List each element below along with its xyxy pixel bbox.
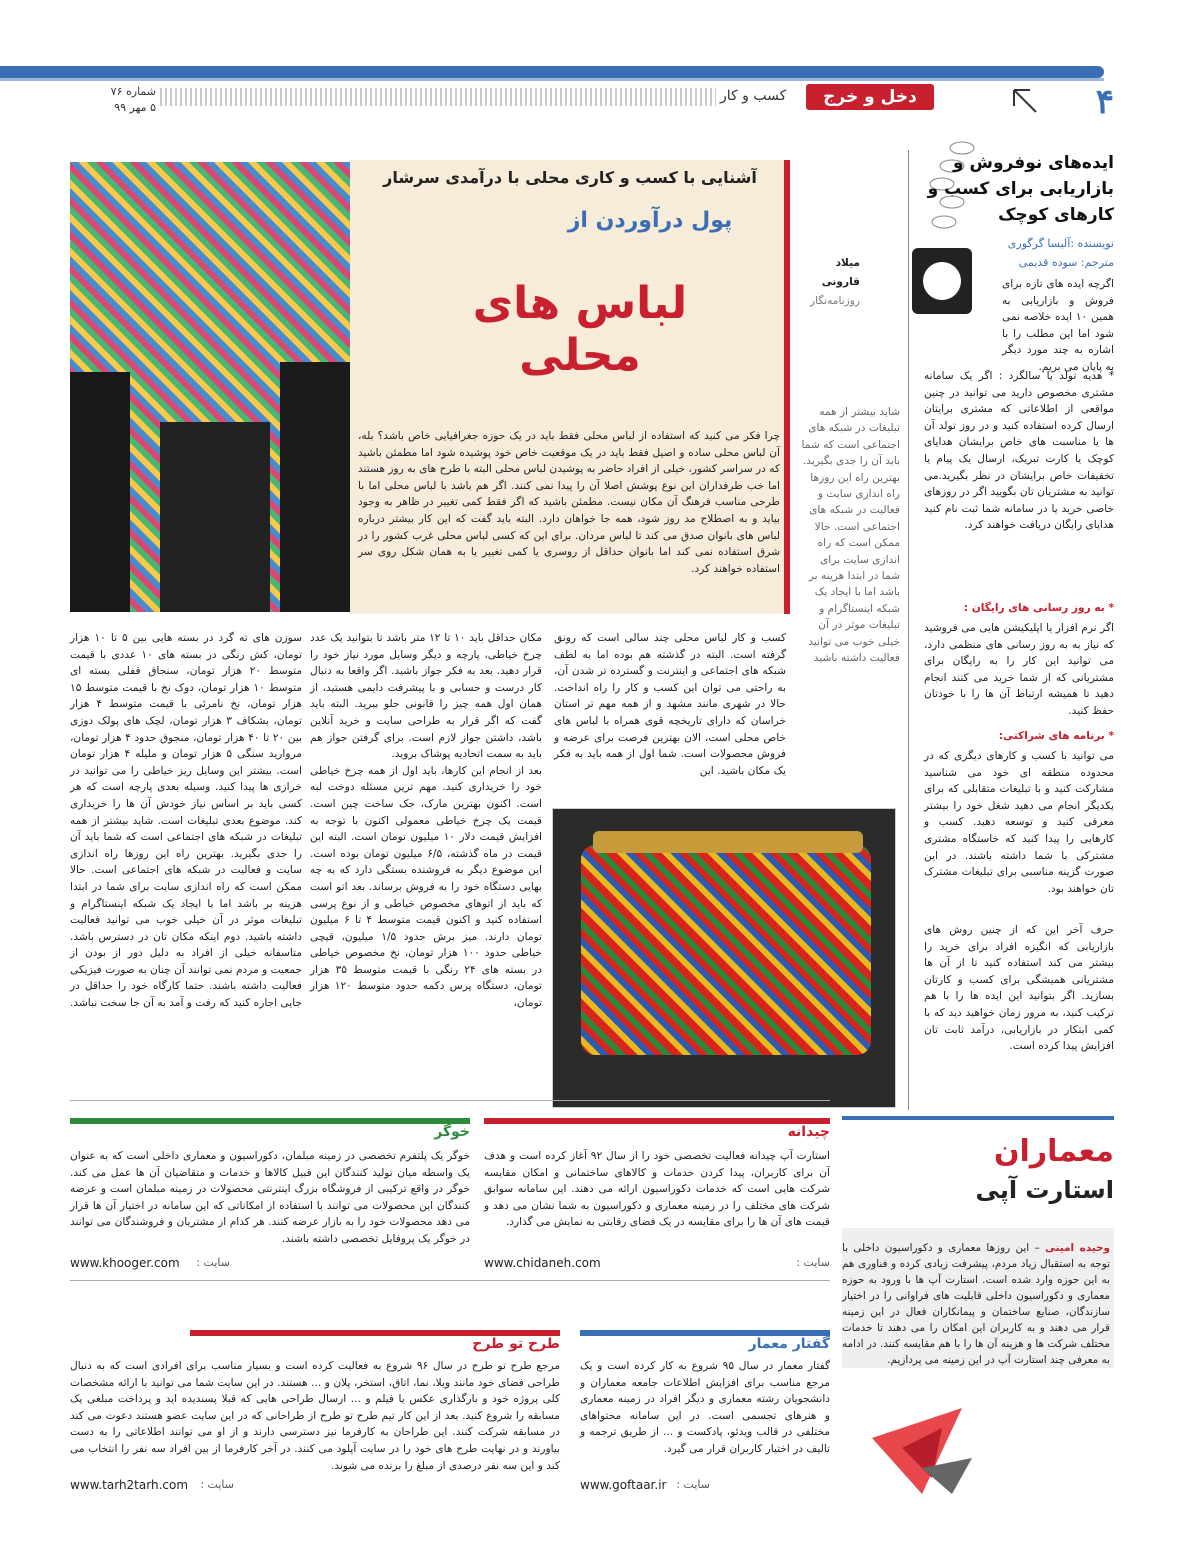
right-article-p5: حرف آخر این که از چنین روش های بازاریابی که انگیزه افراد برای خرید را بیشتر می کند استفاده کنید تا از آن ها مشتریانی همیشگی برای کسب و کارتان بسازید. اگر بتوانید این ایده ها را با هم ترکیب کنید، به مرور زمان خواهید دید که با کمی ابتکار در بازاریابی، درآمد ثابت تان افزایش پیدا کرده است. [924, 924, 1114, 1053]
headline-accent-bar [784, 160, 790, 614]
right-article-p2: * هدیه تولد یا سالگرد : اگر یک سامانه مشتری مخصوص دارید می توانید در چنین مواقعی از اطلاعاتی که مشتری برایتان ارسال کرده استفاده کنید و در روز تولد آن ها یا مناسبت های خاص برایشان هدایای کوچک یا کارت تبریک، ارسال یک پیام یا تخفیفات خاص برایشان در نظر بگیرید.می توانید به مشتریان تان بگویید اگر در روزهای خاصی خرید یا در سامانه شما ثبت نام کنید هدایای رایگان دریافت خواهند کرد. [924, 370, 1114, 532]
tarh2tarh-site-label: سایت : [200, 1478, 234, 1491]
khooger-site-link[interactable]: www.khooger.com [70, 1256, 180, 1270]
article-title-line2: محلی [519, 330, 641, 381]
top-color-bar-thin [0, 78, 1104, 81]
goftaar-site-link[interactable]: www.goftaar.ir [580, 1478, 667, 1492]
goftaar-site-label: سایت : [676, 1478, 710, 1491]
clock-image [912, 248, 972, 314]
goftaar-site-row [580, 1478, 710, 1492]
right-article-title: ایده‌های نوفروش و بازاریابی برای کسب و کارهای کوچک [927, 153, 1114, 225]
column-divider [908, 150, 909, 1110]
article-title [380, 278, 780, 382]
tarh2tarh-site-row [70, 1478, 234, 1492]
chidaneh-body: استارت آپ چیدانه فعالیت تخصصی خود را از سال ۹۲ آغاز کرده است و هدف آن برای کاربران، پیدا کردن خدمات و کالاهای ساختمانی و امکان مقایسه شرکت هایی است که خدمات دکوراسیون ارائه می دهند. این سامانه سوابق شرکت های مختلف را در زمینه معماری و دکوراسیون به شما نشان می دهد و قیمت های آن ها را برای مقایسه در یک فضای رقابتی به نمایش می گذارد. [484, 1150, 830, 1229]
right-article-p1-top: اگرچه ایده های تازه برای فروش و بازاریابی به همین ۱۰ ایده خلاصه نمی شود اما این مطلب را با اشاره به چند مورد دیگر به پایان می بریم. [1002, 278, 1114, 373]
memaran-subtitle: استارت آپی [975, 1176, 1114, 1204]
memaran-title: معماران [993, 1134, 1114, 1169]
boxes-top-rule [70, 1100, 830, 1101]
top-color-bar [0, 66, 1104, 78]
boxes-middle-rule [70, 1280, 830, 1281]
article-subtitle: پول درآوردن از [567, 208, 733, 233]
chidaneh-site-label: سایت : [796, 1256, 830, 1269]
right-article-author: نویسنده :آلیسا گرگوری [1007, 237, 1114, 250]
header-dash-bar [160, 88, 716, 106]
chidaneh-site-link[interactable]: www.chidaneh.com [484, 1256, 601, 1270]
article-column-3: سوزن های ته گرد در بسته هایی بین ۵ تا ۱۰ هزار تومان، کش رنگی در بسته های ۱۰ عددی با قیمت متوسط ۲۰ هزار تومان، سنجاق قفلی بسته ای متوسط ۱۰ هزار تومان، دوک نخ با قیمت متوسط ۱۵ هزار تومان، نخ نامرئی با قیمت متوسط ۴ هزار تومان، بشکاف ۳ هزار تومان، لچک های پولک دوزی بین ۲۰ تا ۴۰ هزار تومان، منجوق حدود ۴ هزار تومان، مروارید سنگی ۵ هزار تومان و ملیله ۴ هزار تومان است. بیشتر این وسایل ریز خیاطی را می توانید در خرازی ها پیدا کنید. وسیله بعدی پارچه است که هر کسی باید بر اساس نیاز خودش آن ها را خریداری کند. موضوع بعدی تبلیغات است. شاید بیشتر از همه تبلیغات در شبکه های اجتماعی است که شما باید آن را جدی بگیرید. بهترین راه این روزها راه اندازی سایت و فعالیت در شبکه های اجتماعی است. حالا ممکن است که راه اندازی سایت برای شما در ابتدا هزینه بر باشد اما با ایجاد یک شبکه اینستاگرام و تبلیغات موثر در آن خیلی خوب می توانید فعالیت داشته باشید. دوم اینکه مکان تان در دسترس باشد. متاسفانه خیلی از افراد به دلیل دور از بودن از جمعیت و مردم نمی توانند آن چنان به صورت فیزیکی فعالیت داشته باشند. حتما کارگاه خود را حداقل در جایی اجاره کنید که رفت و آمد به آن جا سخت نباشد. [69, 632, 303, 1010]
author-role: روزنامه‌نگار [809, 295, 860, 307]
corner-arrow-icon [1010, 86, 1040, 116]
page-number: ۴ [1095, 82, 1114, 122]
memaran-bar [842, 1116, 1114, 1120]
tarh2tarh-body: مرجع طرح تو طرح در سال ۹۶ شروع به فعالیت کرده است و بسیار مناسب برای افرادی است که به دنبال طراحی فضای خود مانند ویلا، نما، اتاق، استخر، پلان و ... هستند. در این سایت شما می توانید با ارائه مشخصات کلی پروژه خود و بارگذاری عکس یا فیلم و ... ارسال طراحی هایی که قبلا پسندیده اید و پرداخت مبلغی یک مسابقه را شروع کنید. بعد از این کار تیم طرح تو طرح از طراحانی که در این سایت عضو هستند دعوت می کند در مسابقه شرکت کنند. این طراحان به کارفرما نیز دسترسی دارند و از او می توانند اطلاعاتی را به دست بیاورند و در نهایت طرح های خود را در سایت آپلود می کنند. در آخر کارفرما از بین افراد سه نفر را انتخاب می کند و این سه نفر درصدی از مبلغ را برنده می شوند. [70, 1360, 561, 1472]
article-lead: چرا فکر می کنید که استفاده از لباس محلی فقط باید در یک حوزه جغرافیایی خاص باشد؟ بله، آن لباس محلی ساده و اصیل فقط باید در یک موقعیت خاص خود پوشیده شود اما مطمئن باشید که در سراسر کشور، خیلی از افراد حاضر به پوشیدن لباس محلی البته با طرح های به روز هستند اما خب طرفداران این نوع پوشش اصلا آن را پیدا نمی کنند. اگر هم باشد با لباس محلی اما با طرحی مناسب فرهنگ آن مکان نیست. مطمئن باشید که اگر فقط کمی تغییر در ظاهر به وجود بیاید و به اصطلاح مد روز شود، همه جا خواهان دارد. البته باید گفت که این کار بیشتر درباره لباس های بانوان صدق می کند تا لباس مردان. برای این که کسی لباس محلی غرب کشور را در شرق استفاده نمی کند اما بانوان حداقل از روسری یا کمی تغییر یا به همان شکل روی سر استفاده خواهند کرد. [358, 430, 780, 575]
embroidered-bag-photo [552, 808, 896, 1108]
goftaar-body: گفتار معمار در سال ۹۵ شروع به کار کرده است و یک مرجع مناسب برای افزایش اطلاعات جامعه معماران و دانشجویان رشته معماری و دیگر افراد در زمینه معماری و هنرهای تجسمی است. در این سامانه محتواهای مختلفی در قالب ویدئو، پادکست و ... از طریق ترجمه و تالیف در اختیار کاربران قرار می گیرد. [580, 1360, 830, 1455]
right-article-p4: می توانید با کسب و کارهای دیگری که در محدوده منطقه ای خود می شناسید مشارکت کنید و با تبلیغات متقابلی که برای یکدیگر انجام می دهید شغل خود را بیشتر معرفی کنید و توسعه دهید. کسب و کارهایی را پیدا کنید که خاستگاه مشتری مشترکی با شما داشته باشند. در این صورت گزینه مناسبی برای تبلیغات مشترک تان خواهند بود. [924, 750, 1114, 895]
tarh2tarh-title: طرح تو طرح [472, 1336, 560, 1352]
khooger-body: خوگر یک پلتفرم تخصصی در زمینه مبلمان، دکوراسیون و معماری داخلی است که به عنوان یک واسطه میان تولید کنندگان این قبیل کالاها و خدمات و متقاضیان آن ها عمل می کند. خوگر در واقع ترکیبی از فروشگاه بزرگ اینترنتی محصولات در زمینه مبلمان است و عرضه کنندگان این محصولات می توانند با استفاده از امکاناتی که این سامانه در اختیار آن ها قرار می دهد محصولات خود را به بازار عرضه کنند. هر کدام از مشتریان و فروشندگان می توانند در خوگر یک پروفایل تخصصی داشته باشند. [70, 1150, 470, 1245]
article-column-1: کسب و کار لباس محلی چند سالی است که رونق گرفته است. البته در گذشته هم بوده اما به لطف شبکه های اجتماعی و اینترنت و گسترده تر شدن آن، به راحتی می توان این کسب و کار را راه انداخت. حالا در شهری مانند مشهد و از همه مهم تر استان خراسان که دارای تاریخچه قوی همراه با لباس های خاص محلی است، الان بهترین فرصت برای عرضه و فروش محصولات است. شما اول از همه باید به فکر یک مکان باشید. این [554, 632, 786, 777]
tarh2tarh-site-link[interactable]: www.tarh2tarh.com [70, 1478, 189, 1492]
chidaneh-title: چیدانه [787, 1124, 830, 1140]
issue-info [92, 84, 156, 116]
issue-date: ۵ مهر ۹۹ [114, 101, 156, 114]
right-article-translator: مترجم: سوده قدیمی [1018, 256, 1114, 269]
right-article-p3: اگر نرم افزار یا اپلیکیشن هایی می فروشید که نیاز به به روز رسانی های منظمی دارد، می توانید این کار را به رایگان برای مشتریانی که از شما خرید می کنند انجام دهید تا همیشه ارتباط آن ها را با خودتان حفظ کنید. [924, 622, 1114, 717]
author-name: میلاد قارونی [821, 257, 860, 288]
right-article-h4: * برنامه های شراکتی: [998, 730, 1114, 742]
memaran-author: وحیده امینی [1045, 1242, 1110, 1254]
khooger-site-row [70, 1256, 230, 1270]
memaran-body: وحیده امینی – این روزها معماری و دکوراسیون داخلی با توجه به استقبال زیاد مردم، پیشرفت زیادی کرده و فناوری هم به این حوزه وارد شده است. استارت آپ ها با ورود به حوزه معماری و دکوراسیون داخلی قابلیت های فراوانی را در اختیار سازندگان، صنایع ساختمان و پیمانکاران فعال در این زمینه قرار می دهند و به کاربران این امکان را می دهند تا خدمات مختلف شرکت ها و هزینه آن ها را با هم مقایسه کنند. در ادامه به معرفی چند استارت آپ در این زمینه می پردازیم. [842, 1242, 1110, 1366]
right-article-credits [1008, 234, 1114, 272]
publication-logo: دخل و خرج [806, 84, 934, 110]
issue-number: شماره ۷۶ [110, 85, 156, 98]
article-title-line1: لباس های [472, 278, 688, 329]
chidaneh-site-row [484, 1256, 830, 1270]
embroidered-dress-photo [70, 162, 350, 612]
pull-quote: شاید بیشتر از همه تبلیغات در شبکه های اجتماعی است که شما باید آن را جدی بگیرید. بهترین راه این روزها راه اندازی سایت و فعالیت در شبکه های اجتماعی است. حالا ممکن است که راه اندازی سایت برای شما در ابتدا هزینه بر باشد اما با ایجاد یک شبکه اینستاگرام و تبلیغات موثر در آن خیلی خوب می توانید فعالیت داشته باشید [801, 406, 900, 665]
article-kicker: آشنایی با کسب و کاری محلی با درآمدی سرشار [383, 168, 757, 187]
article-byline [800, 254, 860, 311]
khooger-site-label: سایت : [196, 1256, 230, 1269]
article-column-2: مکان حداقل باید ۱۰ تا ۱۲ متر باشد تا بتوانید یک عدد چرخ خیاطی، پارچه و دیگر وسایل مورد نیاز خود را قرار دهید. بعد به فکر جواز باشید. اگر واقعا به دنبال کار درست و حسابی و با پیشرفت دایمی هستید، از همان اول همه چیز را قانونی جلو ببرید. البته باید گفت که اگر قرار به طراحی سایت و خرید آنلاین باشد، داشتن جواز لازم است. برای گرفتن جواز هم باید به سمت اتحادیه پوشاک بروید. بعد از انجام این کارها، باید اول از همه چرخ خیاطی خود را خریداری کنید. مهم ترین مسئله دوخت لبه است. اکنون بهترین مارک، جک ساخت چین است. قیمت یک چرخ خیاطی معمولی اکنون با توجه به افزایش قیمت دلار ۱۰ میلیون تومان است. البته این قیمت در ماه گذشته، ۶/۵ میلیون تومان بوده است. این موضوع دیگر به فروشنده بستگی دارد که به چه بهایی دستگاه خود را به فروش برساند. بعد اتو است که باید از اتوهای مخصوص خیاطی و از نوع پرسی استفاده کنید و اکنون قیمت متوسط ۴ تا ۶ میلیون تومان دارند. میز برش حدود ۱/۵ میلیون، قیچی خیاطی حدود ۱۰۰ هزار تومان، نخ مخصوص خیاطی در بسته های ۲۴ رنگی با قیمت متوسط ۳۵ هزار تومان، دستگاه پرس دکمه حدود متوسط ۱۲۰ هزار تومان، [310, 632, 543, 1010]
khooger-title: خوگر [434, 1124, 470, 1140]
section-name: کسب و کار [720, 88, 787, 104]
right-article-h3: * به روز رسانی های رایگان : [963, 602, 1114, 614]
goftaar-title: گفتار معمار [748, 1336, 830, 1352]
decorative-triangles [862, 1408, 982, 1494]
